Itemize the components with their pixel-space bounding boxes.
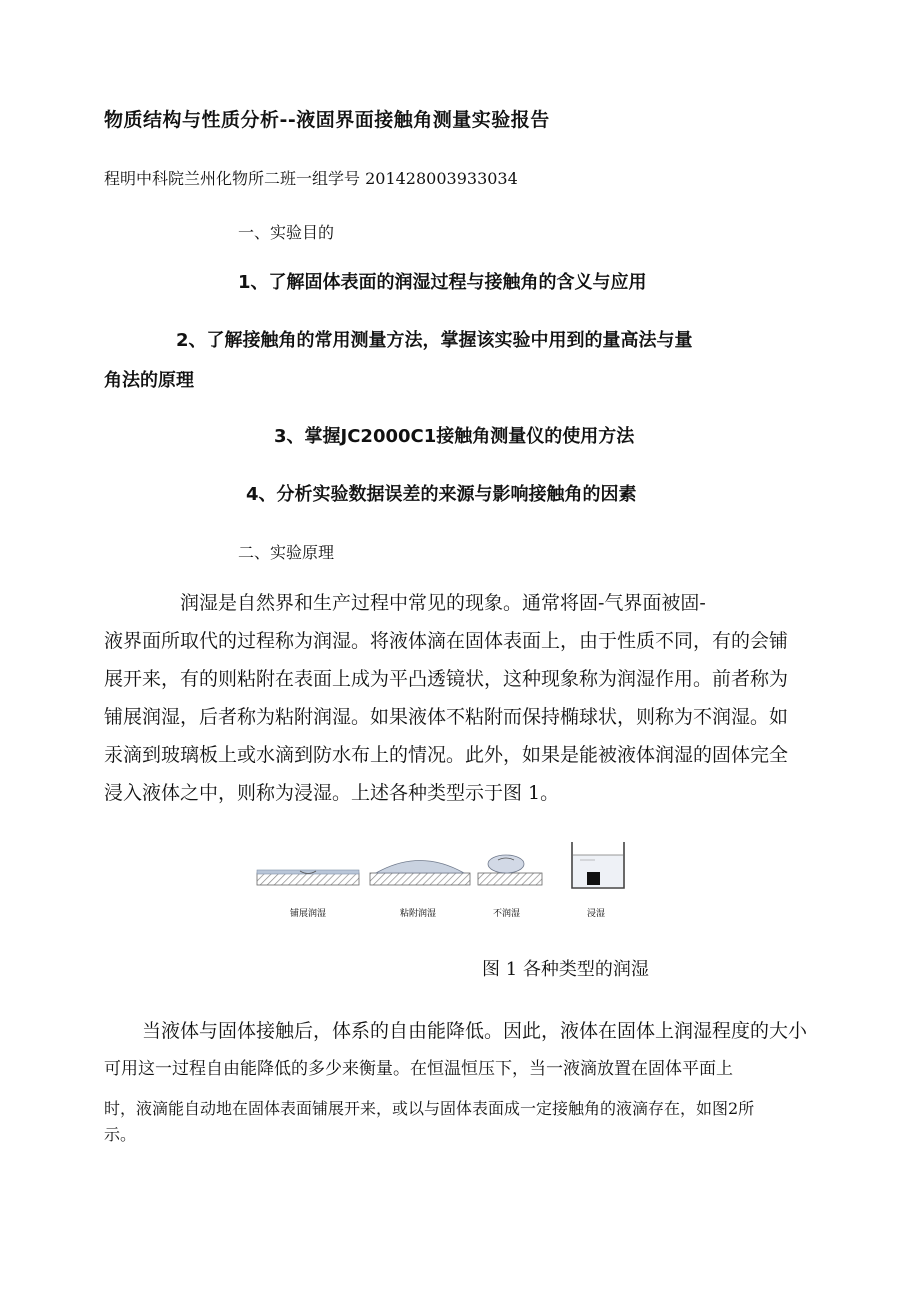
paragraph-line: 浸入液体之中，则称为浸湿。上述各种类型示于图 1。 bbox=[104, 782, 560, 804]
goal-item-2-line-2: 角法的原理 bbox=[104, 370, 194, 391]
section-heading-purpose: 一、实验目的 bbox=[238, 223, 335, 242]
figure-label-non-wetting: 不润湿 bbox=[493, 909, 521, 919]
paragraph-line: 汞滴到玻璃板上或水滴到防水布上的情况。此外，如果是能被液体润湿的固体完全 bbox=[104, 744, 789, 766]
paragraph-line: 展开来，有的则粘附在表面上成为平凸透镜状，这种现象称为润湿作用。前者称为 bbox=[104, 668, 789, 690]
goal-item-1: 1、了解固体表面的润湿过程与接触角的含义与应用 bbox=[238, 272, 647, 293]
paragraph-line: 当液体与固体接触后，体系的自由能降低。因此，液体在固体上润湿程度的大小 bbox=[104, 1020, 808, 1042]
goal-item-3: 3、掌握JC2000C1接触角测量仪的使用方法 bbox=[274, 426, 635, 447]
paragraph-line: 铺展润湿，后者称为粘附润湿。如果液体不粘附而保持椭球状，则称为不润湿。如 bbox=[104, 706, 789, 728]
paragraph-line-text: 可用这一过程自由能降低的多少来衡量。在恒温恒压下，当一液滴放置在固体平面上 bbox=[104, 1059, 733, 1079]
goal-item-2-line-1: 2、了解接触角的常用测量方法，掌握该实验中用到的量高法与量 bbox=[176, 330, 693, 351]
paragraph-line bbox=[104, 1050, 816, 1088]
adhesional-wetting-diagram bbox=[370, 861, 470, 886]
spreading-wetting-diagram bbox=[257, 870, 359, 885]
paragraph-line: 液界面所取代的过程称为润湿。将液体滴在固体表面上，由于性质不同，有的会铺 bbox=[104, 630, 789, 652]
report-title: 物质结构与性质分析--液固界面接触角测量实验报告 bbox=[104, 109, 550, 131]
principle-paragraph-1 bbox=[104, 584, 816, 812]
non-wetting-diagram bbox=[478, 855, 542, 885]
immersion-wetting-diagram bbox=[572, 842, 624, 888]
figure-label-adhesional: 粘附润湿 bbox=[400, 909, 437, 919]
figure-label-immersion: 浸湿 bbox=[587, 909, 606, 919]
paragraph-line: 示。 bbox=[104, 1125, 137, 1144]
paragraph-line: 时，液滴能自动地在固体表面铺展开来，或以与固体表面成一定接触角的液滴存在，如图2所 bbox=[104, 1099, 755, 1118]
wetting-types-figure bbox=[250, 838, 650, 920]
goal-item-4: 4、分析实验数据误差的来源与影响接触角的因素 bbox=[246, 484, 637, 505]
section-heading-principle: 二、实验原理 bbox=[238, 543, 335, 562]
paragraph-line: 润湿是自然界和生产过程中常见的现象。通常将固-气界面被固- bbox=[104, 592, 706, 614]
figure-1-caption: 图 1 各种类型的润湿 bbox=[482, 959, 649, 980]
author-line: 程明中科院兰州化物所二班一组学号 201428003933034 bbox=[104, 169, 518, 188]
principle-paragraph-2 bbox=[104, 1012, 816, 1146]
figure-label-spreading: 铺展润湿 bbox=[290, 909, 327, 919]
